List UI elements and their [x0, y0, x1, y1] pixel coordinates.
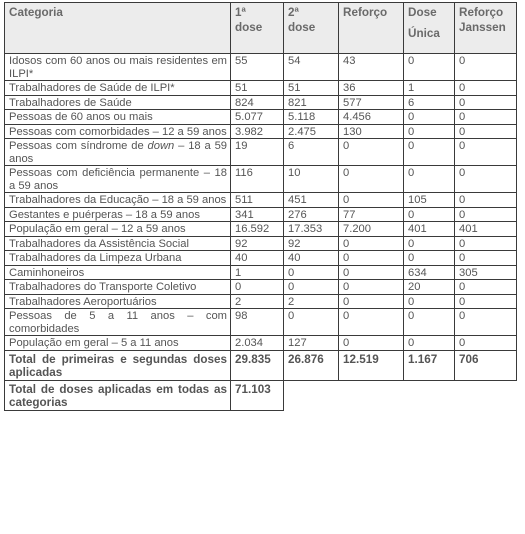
- cell-dose2: 5.118: [284, 110, 339, 125]
- cell-dose1: 511: [231, 193, 284, 208]
- cell-dose2: 0: [284, 309, 339, 336]
- cell-dose1: 116: [231, 166, 284, 193]
- cell-reforco-janssen: 0: [455, 251, 517, 266]
- cell-categoria: Pessoas de 5 a 11 anos – com comorbidades: [5, 309, 231, 336]
- cell-categoria: Pessoas com deficiência permanente – 18 a 59 anos: [5, 166, 231, 193]
- cell-dose2: 17.353: [284, 222, 339, 237]
- cell-reforco-janssen: 0: [455, 193, 517, 208]
- grand-total-label: Total de doses aplicadas em todas as categorias: [5, 380, 231, 410]
- cell-dose2: 2.475: [284, 124, 339, 139]
- cell-categoria-post: – 18 a 59 anos: [9, 140, 228, 165]
- cell-dose-unica: 0: [404, 309, 455, 336]
- cell-reforco: 0: [339, 251, 404, 266]
- cell-dose1: 2: [231, 294, 284, 309]
- cell-categoria: Trabalhadores do Transporte Coletivo: [5, 280, 231, 295]
- table-row: [5, 309, 517, 336]
- table-row: [5, 251, 517, 266]
- cell-categoria: Trabalhadores da Limpeza Urbana: [5, 251, 231, 266]
- cell-reforco-janssen: 0: [455, 294, 517, 309]
- cell-dose1: 16.592: [231, 222, 284, 237]
- cell-reforco: 0: [339, 236, 404, 251]
- grand-total-row: [5, 380, 517, 410]
- cell-reforco: 0: [339, 336, 404, 351]
- cell-dose1: 55: [231, 54, 284, 81]
- cell-reforco-janssen: 0: [455, 54, 517, 81]
- cell-reforco: 43: [339, 54, 404, 81]
- header-reforco-text: Reforço: [343, 6, 388, 19]
- cell-reforco-janssen: 0: [455, 139, 517, 166]
- cell-dose2: 0: [284, 265, 339, 280]
- cell-categoria: Idosos com 60 anos ou mais residentes em ILPI*: [5, 54, 231, 81]
- header-dose1-line1: 1ª: [235, 6, 246, 19]
- cell-reforco: 7.200: [339, 222, 404, 237]
- cell-categoria: Trabalhadores de Saúde: [5, 95, 231, 110]
- cell-dose2: 40: [284, 251, 339, 266]
- header-dose1: [231, 3, 284, 54]
- vaccination-table: [4, 2, 517, 411]
- header-dose1-line2: dose: [235, 21, 263, 34]
- table-row: [5, 166, 517, 193]
- cell-reforco-janssen: 0: [455, 280, 517, 295]
- cell-dose1: 1: [231, 265, 284, 280]
- table-row: [5, 207, 517, 222]
- cell-categoria-pre: Pessoas com síndrome de: [9, 140, 148, 152]
- cell-dose-unica: 401: [404, 222, 455, 237]
- cell-dose2: 10: [284, 166, 339, 193]
- table-row: [5, 280, 517, 295]
- cell-dose1: 3.982: [231, 124, 284, 139]
- header-reforco-janssen: [455, 3, 517, 54]
- cell-dose-unica: 0: [404, 251, 455, 266]
- cell-reforco-janssen: 0: [455, 124, 517, 139]
- table-row: [5, 336, 517, 351]
- cell-dose-unica: 6: [404, 95, 455, 110]
- grand-total-blank: [284, 380, 517, 410]
- cell-categoria: População em geral – 12 a 59 anos: [5, 222, 231, 237]
- cell-dose-unica: 0: [404, 54, 455, 81]
- table-row: [5, 54, 517, 81]
- totals-dose-unica: 1.167: [404, 350, 455, 380]
- cell-reforco-janssen: 0: [455, 309, 517, 336]
- cell-reforco-janssen: 0: [455, 95, 517, 110]
- cell-categoria: Trabalhadores de Saúde de ILPI*: [5, 81, 231, 96]
- vaccination-table-container: [4, 2, 517, 411]
- cell-dose-unica: 20: [404, 280, 455, 295]
- cell-dose1: 40: [231, 251, 284, 266]
- cell-reforco-janssen: 401: [455, 222, 517, 237]
- cell-reforco: 4.456: [339, 110, 404, 125]
- cell-dose2: 54: [284, 54, 339, 81]
- cell-reforco: 0: [339, 139, 404, 166]
- header-reforco-janssen-line2: Janssen: [459, 21, 506, 34]
- cell-dose1: 98: [231, 309, 284, 336]
- totals-dose2: 26.876: [284, 350, 339, 380]
- cell-categoria: População em geral – 5 a 11 anos: [5, 336, 231, 351]
- cell-reforco-janssen: 305: [455, 265, 517, 280]
- table-row: [5, 124, 517, 139]
- table-row: [5, 81, 517, 96]
- totals-label: Total de primeiras e segundas doses aplicadas: [5, 350, 231, 380]
- totals-dose1: 29.835: [231, 350, 284, 380]
- header-dose-unica-line2: Única: [408, 27, 440, 40]
- cell-dose-unica: 0: [404, 139, 455, 166]
- cell-reforco: 0: [339, 309, 404, 336]
- cell-reforco: 0: [339, 294, 404, 309]
- cell-categoria: Pessoas de 60 anos ou mais: [5, 110, 231, 125]
- header-reforco: [339, 3, 404, 54]
- header-categoria-text: Categoria: [9, 6, 63, 19]
- table-row: [5, 110, 517, 125]
- cell-dose2: 51: [284, 81, 339, 96]
- table-row: [5, 265, 517, 280]
- cell-dose-unica: 634: [404, 265, 455, 280]
- cell-dose-unica: 1: [404, 81, 455, 96]
- header-dose2-line2: dose: [288, 21, 316, 34]
- cell-dose2: 451: [284, 193, 339, 208]
- cell-reforco-janssen: 0: [455, 110, 517, 125]
- cell-dose2: 276: [284, 207, 339, 222]
- cell-reforco: 77: [339, 207, 404, 222]
- grand-total-value: 71.103: [231, 380, 284, 410]
- cell-categoria: [5, 139, 231, 166]
- cell-categoria-em: down: [147, 140, 175, 152]
- cell-dose1: 5.077: [231, 110, 284, 125]
- cell-dose1: 2.034: [231, 336, 284, 351]
- totals-row: [5, 350, 517, 380]
- cell-dose-unica: 105: [404, 193, 455, 208]
- cell-dose1: 51: [231, 81, 284, 96]
- table-row: [5, 193, 517, 208]
- cell-reforco: 577: [339, 95, 404, 110]
- cell-dose1: 19: [231, 139, 284, 166]
- cell-dose1: 0: [231, 280, 284, 295]
- cell-reforco-janssen: 0: [455, 336, 517, 351]
- cell-reforco-janssen: 0: [455, 207, 517, 222]
- cell-reforco-janssen: 0: [455, 236, 517, 251]
- header-dose2-line1: 2ª: [288, 6, 299, 19]
- cell-categoria: Pessoas com comorbidades – 12 a 59 anos: [5, 124, 231, 139]
- cell-dose-unica: 0: [404, 236, 455, 251]
- cell-dose2: 821: [284, 95, 339, 110]
- cell-dose-unica: 0: [404, 336, 455, 351]
- cell-dose-unica: 0: [404, 294, 455, 309]
- cell-dose1: 341: [231, 207, 284, 222]
- table-row: [5, 222, 517, 237]
- cell-dose2: 2: [284, 294, 339, 309]
- cell-reforco: 130: [339, 124, 404, 139]
- header-reforco-janssen-line1: Reforço: [459, 6, 504, 19]
- cell-reforco: 0: [339, 166, 404, 193]
- header-categoria: [5, 3, 231, 54]
- header-dose2: [284, 3, 339, 54]
- totals-reforco: 12.519: [339, 350, 404, 380]
- cell-dose2: 0: [284, 280, 339, 295]
- cell-dose1: 92: [231, 236, 284, 251]
- cell-categoria: Trabalhadores da Educação – 18 a 59 anos: [5, 193, 231, 208]
- table-row: [5, 139, 517, 166]
- cell-dose2: 92: [284, 236, 339, 251]
- cell-categoria: Gestantes e puérperas – 18 a 59 anos: [5, 207, 231, 222]
- cell-reforco-janssen: 0: [455, 81, 517, 96]
- header-row: [5, 3, 517, 54]
- cell-dose-unica: 0: [404, 207, 455, 222]
- cell-dose-unica: 0: [404, 110, 455, 125]
- cell-dose-unica: 0: [404, 166, 455, 193]
- cell-categoria: Trabalhadores Aeroportuários: [5, 294, 231, 309]
- cell-categoria: Caminhoneiros: [5, 265, 231, 280]
- header-dose-unica: [404, 3, 455, 54]
- cell-dose2: 6: [284, 139, 339, 166]
- table-row: [5, 294, 517, 309]
- totals-reforco-janssen: 706: [455, 350, 517, 380]
- cell-reforco-janssen: 0: [455, 166, 517, 193]
- cell-dose1: 824: [231, 95, 284, 110]
- cell-reforco: 0: [339, 265, 404, 280]
- cell-dose2: 127: [284, 336, 339, 351]
- header-dose-unica-line1: Dose: [408, 6, 437, 19]
- cell-categoria: Trabalhadores da Assistência Social: [5, 236, 231, 251]
- cell-reforco: 0: [339, 193, 404, 208]
- cell-reforco: 36: [339, 81, 404, 96]
- cell-reforco: 0: [339, 280, 404, 295]
- table-row: [5, 236, 517, 251]
- cell-dose-unica: 0: [404, 124, 455, 139]
- table-row: [5, 95, 517, 110]
